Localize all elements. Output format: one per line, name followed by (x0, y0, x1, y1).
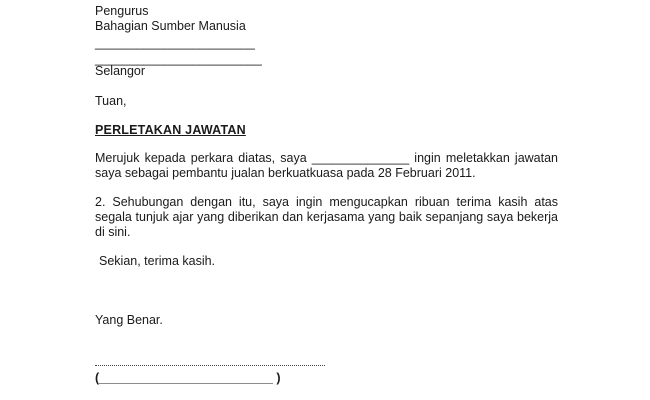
recipient-title: Pengurus (95, 4, 149, 18)
recipient-state: Selangor (95, 64, 146, 78)
paragraph-1: Merujuk kepada perkara diatas, saya ______________ ingin meletakkan jawatan saya sebagai pembantu jualan berkuatkuasa pada 28 Februari 2011. (95, 151, 558, 180)
salutation: Tuan, (95, 94, 127, 108)
address-blank-line-1: _______________________ (95, 36, 255, 50)
signature-line (95, 365, 325, 366)
recipient-department: Bahagian Sumber Manusia (95, 19, 246, 33)
letter-subject: PERLETAKAN JAWATAN (95, 123, 246, 137)
signature-name-blank: (_________________________ ) (95, 371, 281, 385)
closing-line: Sekian, terima kasih. (99, 254, 216, 268)
address-blank-line-2: ________________________ (95, 52, 262, 66)
sign-off: Yang Benar. (95, 313, 163, 327)
paragraph-2: 2. Sehubungan dengan itu, saya ingin mengucapkan ribuan terima kasih atas segala tunjuk ajar yang diberikan dan kerjasama yang baik sepanjang saya bekerja di sini. (95, 195, 558, 239)
